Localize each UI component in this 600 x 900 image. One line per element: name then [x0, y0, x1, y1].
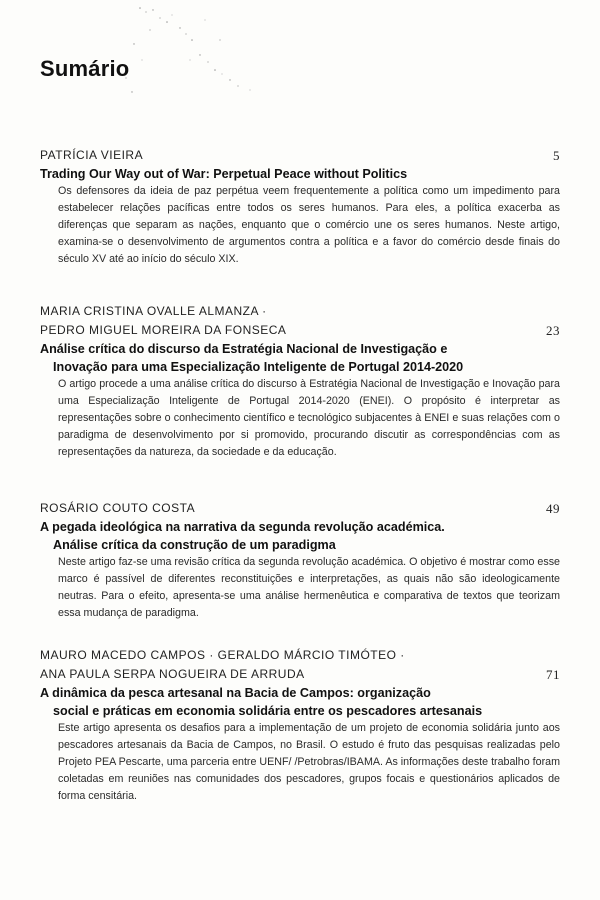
author-name: MARIA CRISTINA OVALLE ALMANZA · [40, 304, 267, 318]
entry-authors [40, 302, 560, 340]
title-line: social e práticas em economia solidária entre os pescadores artesanais [53, 704, 483, 718]
entry-title [40, 684, 560, 720]
entry-authors [40, 646, 560, 684]
page-number: 5 [553, 148, 560, 163]
toc-entry[interactable] [40, 646, 560, 805]
title-line: A pegada ideológica na narrativa da segunda revolução académica. [40, 520, 445, 534]
toc-entry[interactable] [40, 499, 560, 622]
entry-abstract: Os defensores da ideia de paz perpétua veem frequentemente a política como um impedimento para estabelecer relações pacíficas entre todos os seres humanos. Para eles, a política exacerba as diferenças que separam as nações, enquanto que o comércio une os seres humanos. Neste artigo, examina-se o desenvolvimento de argumentos contra a política e a favor do comércio desde finais do século XV até ao início do século XIX. [58, 185, 560, 265]
entry-authors [40, 146, 560, 165]
author-name: PATRÍCIA VIEIRA [40, 148, 144, 162]
title-line: Análise crítica do discurso da Estratégia Nacional de Investigação e [40, 342, 448, 356]
title-line: Trading Our Way out of War: Perpetual Peace without Politics [40, 167, 408, 181]
author-name: PEDRO MIGUEL MOREIRA DA FONSECA [40, 323, 287, 337]
author-name: ANA PAULA SERPA NOGUEIRA DE ARRUDA [40, 667, 305, 681]
entry-authors [40, 499, 560, 518]
entry-title [40, 340, 560, 376]
toc-entry[interactable] [40, 302, 560, 461]
author-name: ROSÁRIO COUTO COSTA [40, 501, 196, 515]
entry-abstract: Este artigo apresenta os desafios para a implementação de um projeto de economia solidária junto aos pescadores artesanais da Bacia de Campos, no Brasil. O estudo é fruto das pesquisas realizadas pelo Projeto PEA Pescarte, uma parceria entre UENF/ /Petrobras/IBAMA. As informações deste trabalho foram coletadas em reuniões nas comunidades dos pescadores, grupos focais e questionários aplicados de forma censitária. [58, 722, 560, 802]
entry-title [40, 518, 560, 554]
toc-entry[interactable] [40, 146, 560, 268]
entry-title [40, 165, 560, 183]
title-line: Inovação para uma Especialização Inteligente de Portugal 2014-2020 [53, 360, 464, 374]
page-title: Sumário [40, 56, 130, 81]
scan-speckle-decoration [120, 0, 280, 110]
entry-abstract: O artigo procede a uma análise crítica do discurso à Estratégia Nacional de Investigação e Inovação para uma Especialização Inteligente de Portugal 2014-2020 (ENEI). O propósito é interpretar as representações sobre o conhecimento científico e tecnológico subjacentes à ENEI e suas relações com o paradigma de desenvolvimento por si promovido, procurando discutir as correspondências com as representações da natureza, da sociedade e da educação. [58, 378, 560, 458]
page-number: 71 [546, 667, 560, 682]
entry-abstract: Neste artigo faz-se uma revisão crítica da segunda revolução académica. O objetivo é mostrar como esse marco é passível de diferentes reconstituições e interpretações, as quais não são ideologicamente neutras. Para o efeito, apresenta-se uma análise hermenêutica e comparativa de textos que teorizam essa mudança de paradigma. [58, 556, 560, 619]
title-line: Análise crítica da construção de um paradigma [53, 538, 336, 552]
page-number: 23 [546, 323, 560, 338]
page-number: 49 [546, 501, 560, 516]
title-line: A dinâmica da pesca artesanal na Bacia de Campos: organização [40, 686, 431, 700]
author-name: MAURO MACEDO CAMPOS · GERALDO MÁRCIO TIMÓTEO · [40, 648, 405, 662]
